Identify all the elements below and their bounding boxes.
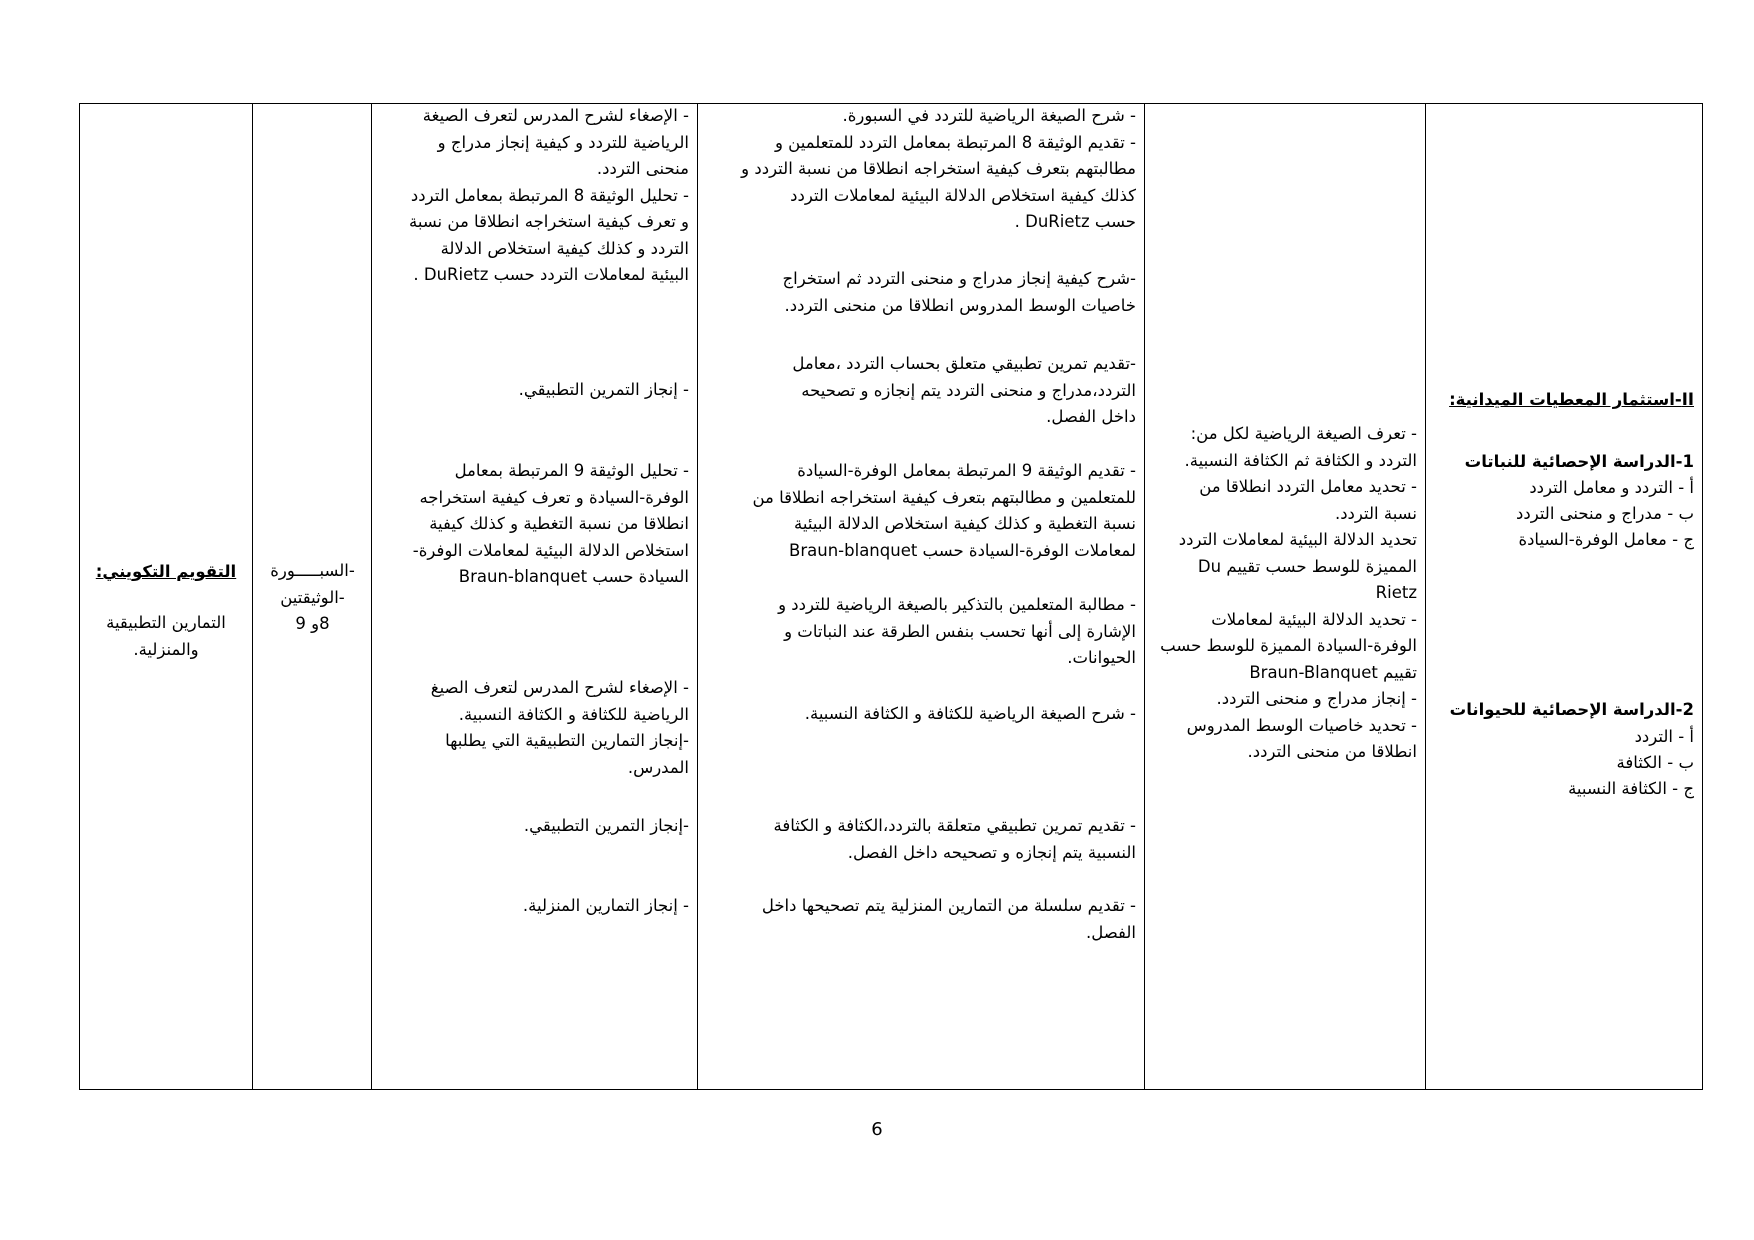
column-divider — [1144, 104, 1145, 1089]
plants-study-item: ج - معامل الوفرة-السيادة — [1518, 530, 1694, 549]
objectives-text: - تعرف الصيغة الرياضية لكل من: التردد و الكثافة ثم الكثافة النسبية. - تحديد معامل التردد انطلاقا من نسبة التردد. تحديد الدلالة البيئية لمعاملات التردد المميزة للوسط حسب تقييم Du Rietz - تحديد الدلالة البيئية لمعاملات الوفرة-السيادة المميزة للوسط حسب تقييم Braun-Blanquet - إنجاز مدراج و منحنى التردد. - تحديد خاصيات الوسط المدروس انطلاقا من منحنى التردد. — [1160, 424, 1417, 761]
objectives-cell — [1146, 104, 1425, 1089]
evaluation-heading: التقويم التكويني: — [95, 562, 237, 581]
animals-study-item: ب - الكثافة — [1616, 753, 1694, 772]
teacher-activity: - تقديم الوثيقة 9 المرتبطة بمعامل الوفرة-السيادة للمتعلمين و مطالبتهم بتعرف كيفية استخراجه انطلاقا من نسبة التغطية و كذلك كيفية استخلاص الدلالة البيئية لمعاملات الوفرة-السيادة حسب Braun-blanquet — [752, 461, 1136, 560]
teacher-activity: - مطالبة المتعلمين بالتذكير بالصيغة الرياضية للتردد و الإشارة إلى أنها تحسب بنفس الطرقة عند النباتات و الحيوانات. — [778, 595, 1136, 667]
animals-study-item: أ - التردد — [1634, 727, 1694, 746]
content-cell — [1427, 104, 1702, 1089]
learner-activity: - إنجاز التمرين التطبيقي. — [518, 380, 689, 399]
column-divider — [252, 104, 253, 1089]
plants-study-item: ب - مدراج و منحنى التردد — [1516, 504, 1694, 523]
evaluation-text: التمارين التطبيقية والمنزلية. — [106, 613, 226, 659]
learner-activity: -إنجاز التمرين التطبيقي. — [523, 816, 689, 835]
teacher-activity: - تقديم تمرين تطبيقي متعلقة بالتردد،الكثافة و الكثافة النسبية يتم إنجازه و تصحيحه داخل الفصل. — [773, 816, 1136, 862]
animals-study-title: 2-الدراسة الإحصائية للحيوانات — [1449, 700, 1694, 719]
plants-study-item: أ - التردد و معامل التردد — [1529, 478, 1694, 497]
column-divider — [371, 104, 372, 1089]
learner-activity: - الإصغاء لشرح المدرس لتعرف الصيغة الرياضية للتردد و كيفية إنجاز مدراج و منحنى التردد. - تحليل الوثيقة 8 المرتبطة بمعامل التردد و تعرف كيفية استخراجه انطلاقا من نسبة التردد و كذلك كيفية استخلاص الدلالة البيئية لمعاملات التردد حسب DuRietz . — [409, 106, 689, 284]
teacher-activity: -شرح كيفية إنجاز مدراج و منحنى التردد ثم استخراج خاصيات الوسط المدروس انطلاقا من منحنى التردد. — [782, 269, 1136, 315]
learner-activity: - الإصغاء لشرح المدرس لتعرف الصيغ الرياضية للكثافة و الكثافة النسبية. -إنجاز التمارين التطبيقية التي يطلبها المدرس. — [430, 678, 689, 777]
column-divider — [1425, 104, 1426, 1089]
lesson-plan-table — [79, 103, 1703, 1090]
learner-activity: - تحليل الوثيقة 9 المرتبطة بمعامل الوفرة-السيادة و تعرف كيفية استخراجه انطلاقا من نسبة التغطية و كذلك كيفية استخلاص الدلالة البيئية لمعاملات الوفرة- السيادة حسب Braun-blanquet — [412, 461, 689, 586]
animals-study-item: ج - الكثافة النسبية — [1568, 779, 1694, 798]
learner-activities-cell — [373, 104, 697, 1089]
teacher-activity: - تقديم سلسلة من التمارين المنزلية يتم تصحيحها داخل الفصل. — [761, 896, 1136, 942]
evaluation-cell — [80, 104, 252, 1089]
section-heading: II-استثمار المعطيات الميدانية: — [1449, 390, 1694, 409]
learner-activity: - إنجاز التمارين المنزلية. — [522, 896, 689, 915]
materials-text: -السبـــــورة -الوثيقتين 8و 9 — [270, 561, 355, 633]
teacher-activity: -تقديم تمرين تطبيقي متعلق بحساب التردد ،معامل التردد،مدراج و منحنى التردد يتم إنجازه و تصحيحه داخل الفصل. — [792, 354, 1136, 426]
plants-study-title: 1-الدراسة الإحصائية للنباتات — [1464, 452, 1694, 471]
materials-cell — [254, 104, 371, 1089]
column-divider — [697, 104, 698, 1089]
teacher-activities-cell — [699, 104, 1144, 1089]
teacher-activity: - شرح الصيغة الرياضية للتردد في السبورة. - تقديم الوثيقة 8 المرتبطة بمعامل التردد للمتعلمين و مطالبتهم بتعرف كيفية استخراجه انطلاقا من نسبة التردد و كذلك كيفية استخلاص الدلالة البيئية لمعاملات التردد حسب DuRietz . — [741, 106, 1136, 231]
page-number: 6 — [871, 1119, 883, 1140]
teacher-activity: - شرح الصيغة الرياضية للكثافة و الكثافة النسبية. — [804, 704, 1136, 723]
